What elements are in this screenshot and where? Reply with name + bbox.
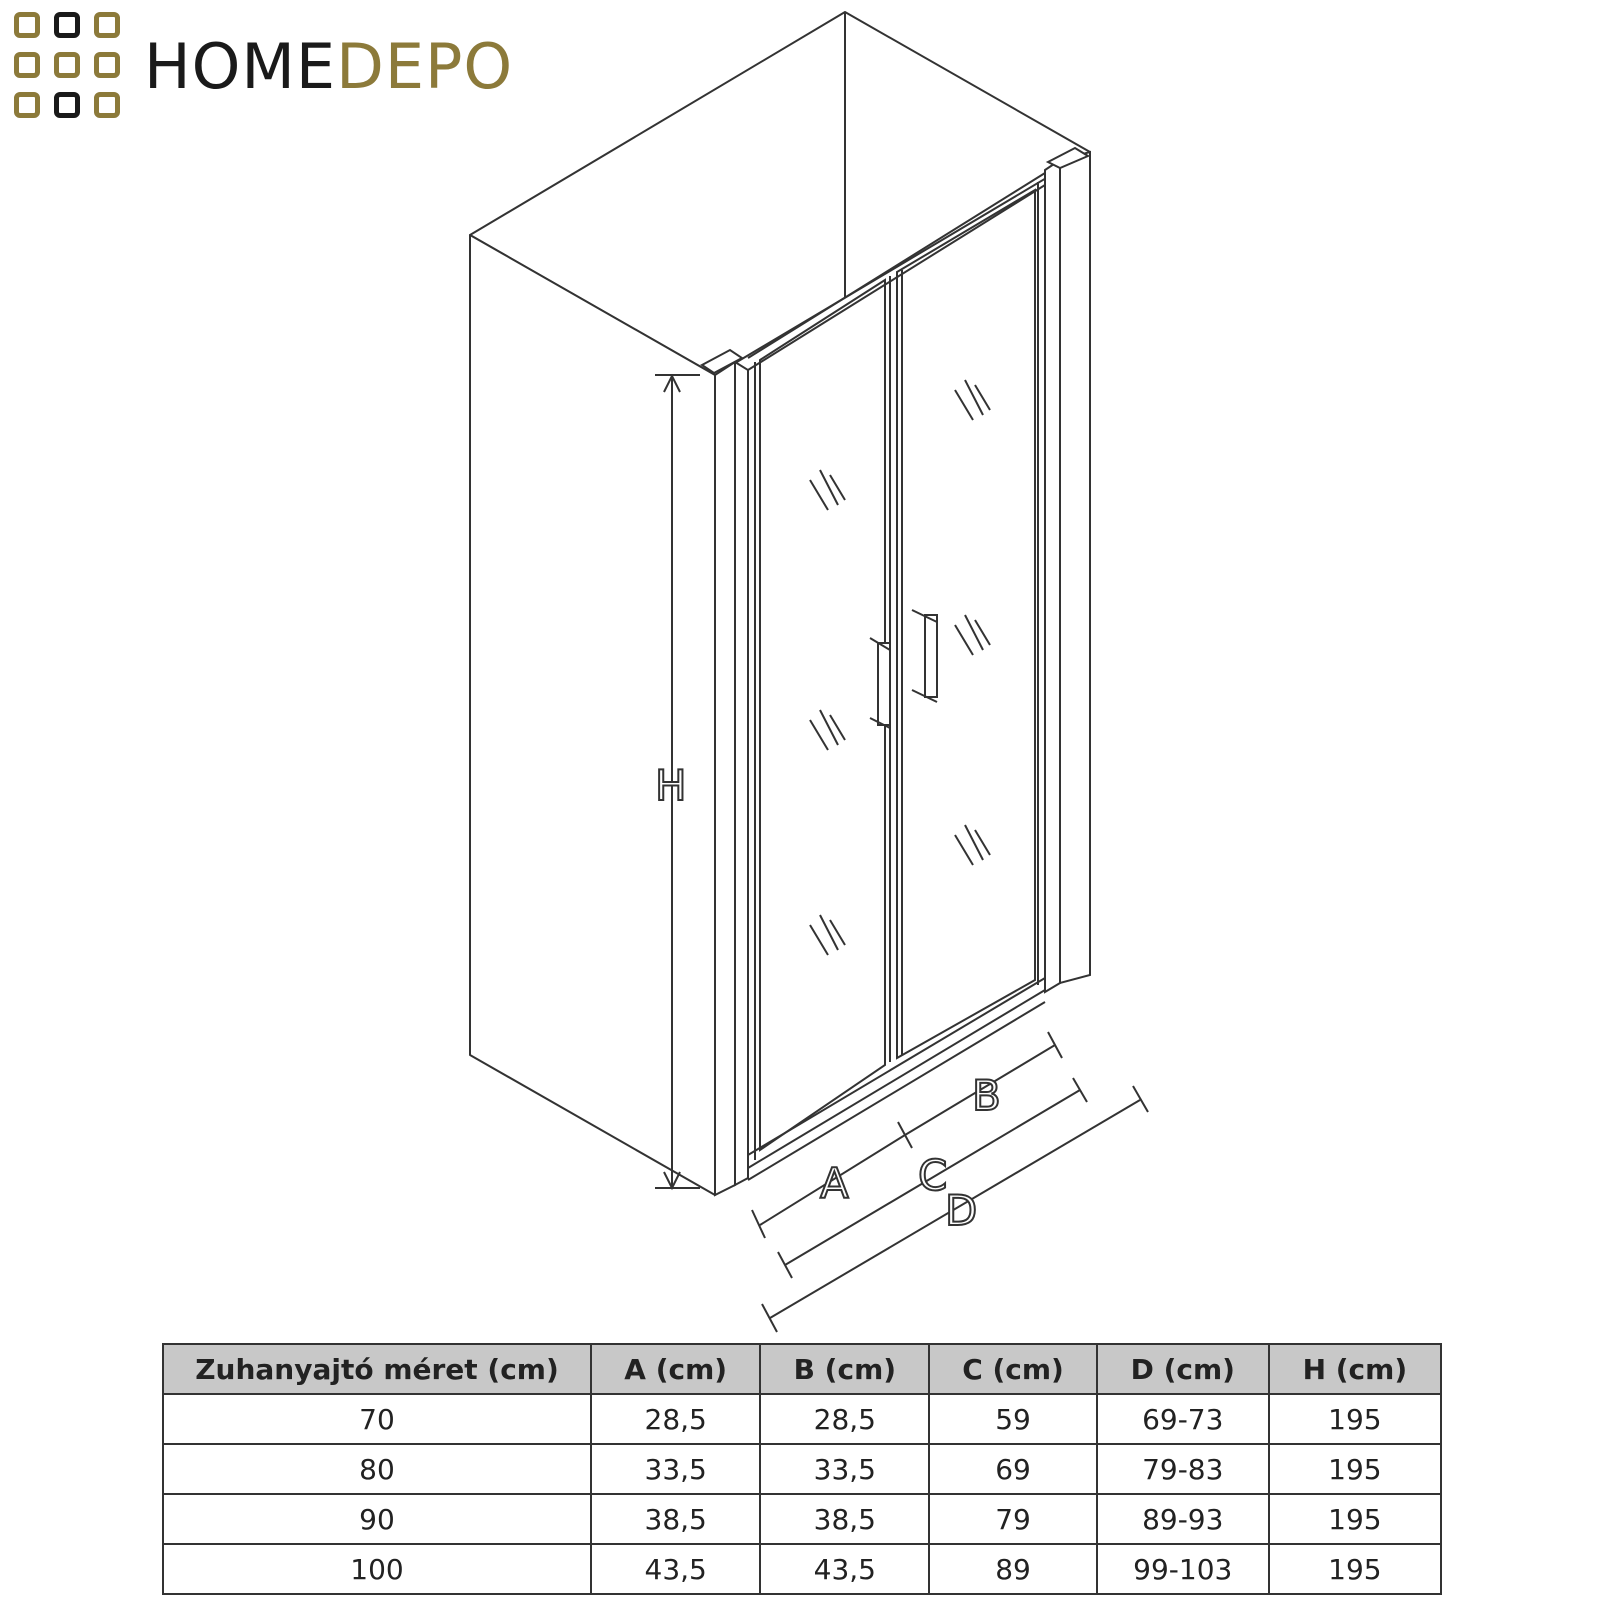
cell-d: 69-73 [1097, 1394, 1269, 1444]
label-b: B [972, 1071, 1001, 1120]
header-size: Zuhanyajtó méret (cm) [163, 1344, 591, 1394]
cell-h: 195 [1269, 1444, 1441, 1494]
header-h: H (cm) [1269, 1344, 1441, 1394]
cell-c: 79 [929, 1494, 1097, 1544]
right-door-panel [897, 190, 1035, 1058]
cell-b: 38,5 [760, 1494, 929, 1544]
table-header-row [163, 1344, 1441, 1394]
cell-c: 89 [929, 1544, 1097, 1594]
logo-word-home: HOME [144, 30, 337, 103]
table-row [163, 1494, 1441, 1544]
label-h: H [655, 761, 687, 810]
table-row [163, 1444, 1441, 1494]
logo-word-depo: DEPO [336, 30, 514, 103]
cell-d: 79-83 [1097, 1444, 1269, 1494]
label-a: A [820, 1159, 849, 1208]
cell-size: 80 [163, 1444, 591, 1494]
cell-a: 28,5 [591, 1394, 760, 1444]
cell-h: 195 [1269, 1394, 1441, 1444]
cell-a: 38,5 [591, 1494, 760, 1544]
header-a: A (cm) [591, 1344, 760, 1394]
cell-b: 43,5 [760, 1544, 929, 1594]
header-c: C (cm) [929, 1344, 1097, 1394]
header-b: B (cm) [760, 1344, 929, 1394]
right-wall-profile [1045, 148, 1090, 992]
table-row [163, 1544, 1441, 1594]
enclosure-box [470, 12, 1090, 1195]
size-spec-table [162, 1343, 1442, 1595]
cell-b: 28,5 [760, 1394, 929, 1444]
cell-size: 90 [163, 1494, 591, 1544]
label-d: D [945, 1186, 978, 1235]
cell-size: 70 [163, 1394, 591, 1444]
cell-c: 69 [929, 1444, 1097, 1494]
cell-d: 89-93 [1097, 1494, 1269, 1544]
cell-a: 43,5 [591, 1544, 760, 1594]
cell-h: 195 [1269, 1544, 1441, 1594]
cell-b: 33,5 [760, 1444, 929, 1494]
header-d: D (cm) [1097, 1344, 1269, 1394]
left-door-panel [760, 276, 890, 1150]
cell-a: 33,5 [591, 1444, 760, 1494]
glass-reflection-marks [810, 380, 990, 955]
cell-d: 99-103 [1097, 1544, 1269, 1594]
door-handles [870, 610, 937, 728]
cell-h: 195 [1269, 1494, 1441, 1544]
label-c: C [918, 1151, 948, 1200]
cell-c: 59 [929, 1394, 1097, 1444]
table-row [163, 1394, 1441, 1444]
cell-size: 100 [163, 1544, 591, 1594]
